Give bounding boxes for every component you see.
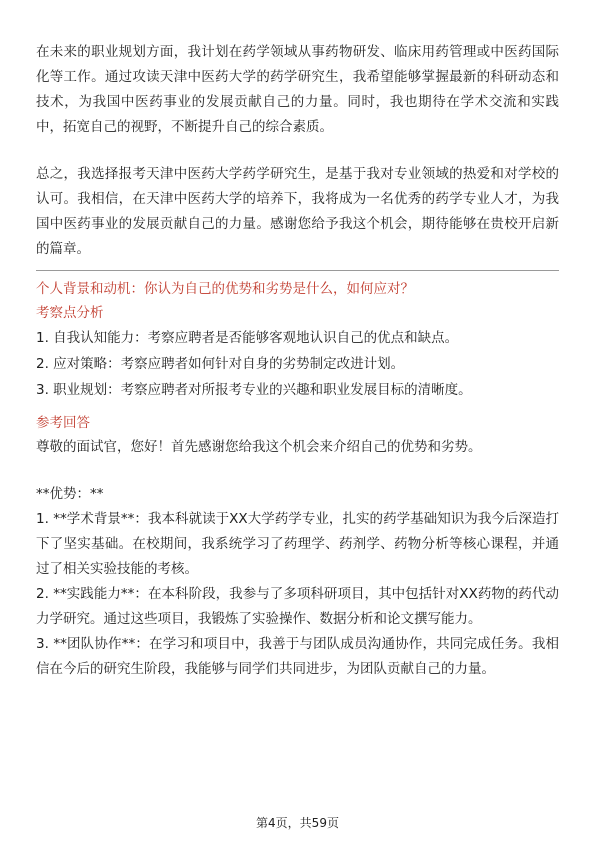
reference-answer-label: 参考回答 [36,415,90,431]
strengths-heading: **优势：** [36,486,104,502]
strength-item-academic: 1. **学术背景**：我本科就读于XX大学药学专业，扎实的药学基础知识为我今后深造打下了坚实基础。在校期间，我系统学习了药理学、药剂学、药物分析等核心课程，并通过了相关实验技能的考核。 [36,511,559,577]
paragraph-career-plan: 在未来的职业规划方面，我计划在药学领域从事药物研发、临床用药管理或中医药国际化等工作。通过攻读天津中医药大学的药学研究生，我希望能够掌握最新的科研动态和技术，为我国中医药事业的发展贡献自己的力量。同时，我也期待在学术交流和实践中，拓宽自己的视野，不断提升自己的综合素质。 [36,44,559,135]
strength-item-practice: 2. **实践能力**：在本科阶段，我参与了多项科研项目，其中包括针对XX药物的药代动力学研究。通过这些项目，我锻炼了实验操作、数据分析和论文撰写能力。 [36,586,559,627]
page-number: 第4页，共59页 [256,816,339,830]
document-body [36,40,559,682]
answer-greeting: 尊敬的面试官，您好！首先感谢您给我这个机会来介绍自己的优势和劣势。 [36,439,482,455]
analysis-item: 2. 应对策略：考察应聘者如何针对自身的劣势制定改进计划。 [36,356,405,372]
question-heading: 个人背景和动机：你认为自己的优势和劣势是什么，如何应对？ [36,281,414,297]
strength-item-teamwork: 3. **团队协作**：在学习和项目中，我善于与团队成员沟通协作，共同完成任务。我相信在今后的研究生阶段，我能够与同学们共同进步，为团队贡献自己的力量。 [36,636,559,677]
analysis-label: 考察点分析 [36,305,104,321]
analysis-item: 3. 职业规划：考察应聘者对所报考专业的兴趣和职业发展目标的清晰度。 [36,382,472,398]
section-divider [36,270,559,271]
analysis-item: 1. 自我认知能力：考察应聘者是否能够客观地认识自己的优点和缺点。 [36,330,459,346]
paragraph-conclusion: 总之，我选择报考天津中医药大学药学研究生，是基于我对专业领域的热爱和对学校的认可。我相信，在天津中医药大学的培养下，我将成为一名优秀的药学专业人才，为我国中医药事业的发展贡献自己的力量。感谢您给予我这个机会，期待能够在贵校开启新的篇章。 [36,166,559,257]
